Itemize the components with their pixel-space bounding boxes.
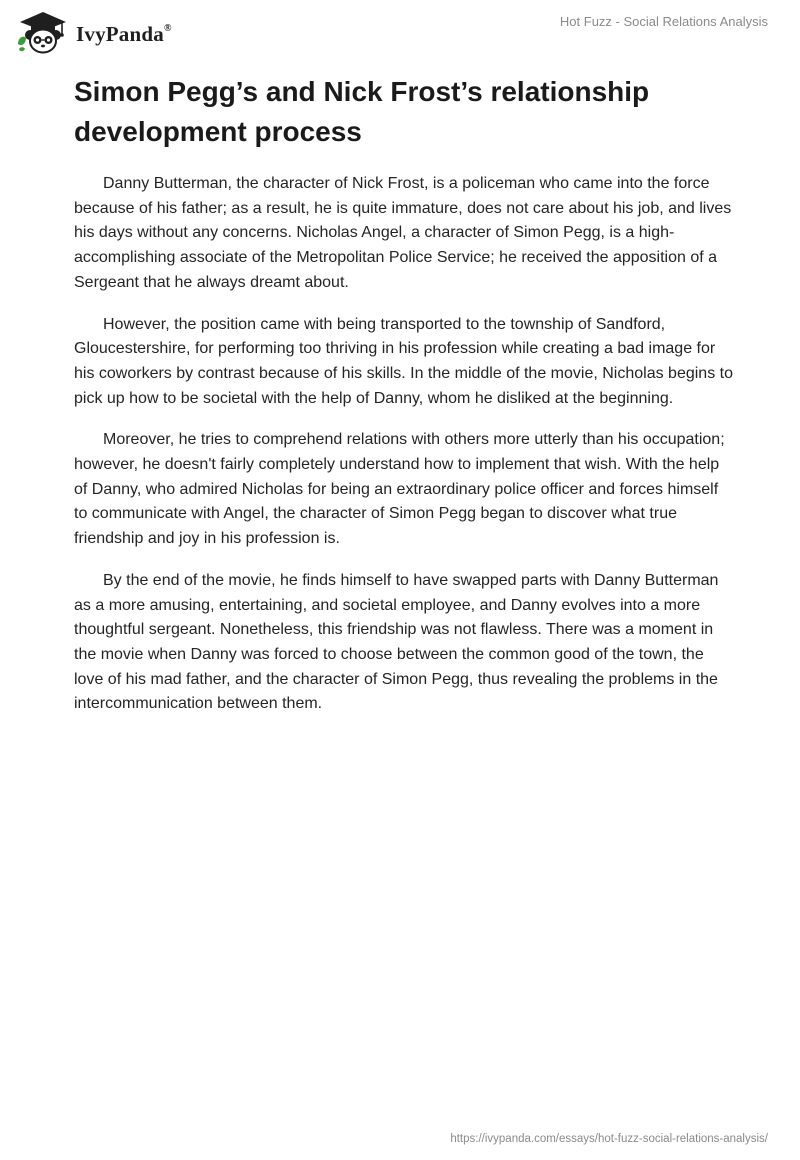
page-header bbox=[0, 0, 800, 70]
paragraph-3: Moreover, he tries to comprehend relations with others more utterly than his occupation; however, he doesn't fairly completely understand how to implement that wish. With the help of Danny, who admired Nicholas for being an extraordinary police officer and forces himself to communicate with Angel, the character of Simon Pegg began to discover what true friendship and joy in his profession is. bbox=[74, 431, 725, 548]
paragraph-1: Danny Butterman, the character of Nick Frost, is a policeman who came into the force because of his father; as a result, he is quite immature, does not care about his job, and lives his days without any concerns. Nicholas Angel, a character of Simon Pegg, is a high-accomplishing associate of the Metropolitan Police Service; he received the apposition of a Sergeant that he always dreamt about. bbox=[74, 175, 732, 291]
panda-graduate-icon bbox=[14, 8, 72, 56]
article-heading: Simon Pegg’s and Nick Frost’s relationship development process bbox=[74, 76, 650, 147]
paragraph-2: However, the position came with being transported to the township of Sandford, Gloucestershire, for performing too thriving in his profession while creating a bad image for his coworkers by contrast because of his skills. In the middle of the movie, Nicholas begins to pick up how to be societal with the help of Danny, whom he disliked at the beginning. bbox=[74, 315, 733, 407]
document-title: Hot Fuzz - Social Relations Analysis bbox=[559, 14, 768, 29]
paragraph-4: By the end of the movie, he finds himself to have swapped parts with Danny Butterman as a more amusing, entertaining, and societal employee, and Danny evolves into a more thoughtful sergeant. Nonetheless, this friendship was not flawless. There was a moment in the movie when Danny was forced to choose between the common good of the town, the love of his mad father, and the character of Simon Pegg, thus revealing the problems in the intercommunication between them. bbox=[74, 571, 719, 713]
source-url: https://ivypanda.com/essays/hot-fuzz-social-relations-analysis/ bbox=[450, 1133, 768, 1145]
ivypanda-logo[interactable] bbox=[14, 8, 172, 56]
article-body bbox=[74, 172, 734, 734]
registered-mark: ® bbox=[163, 22, 172, 34]
brand-name: IvyPanda® bbox=[76, 21, 172, 46]
